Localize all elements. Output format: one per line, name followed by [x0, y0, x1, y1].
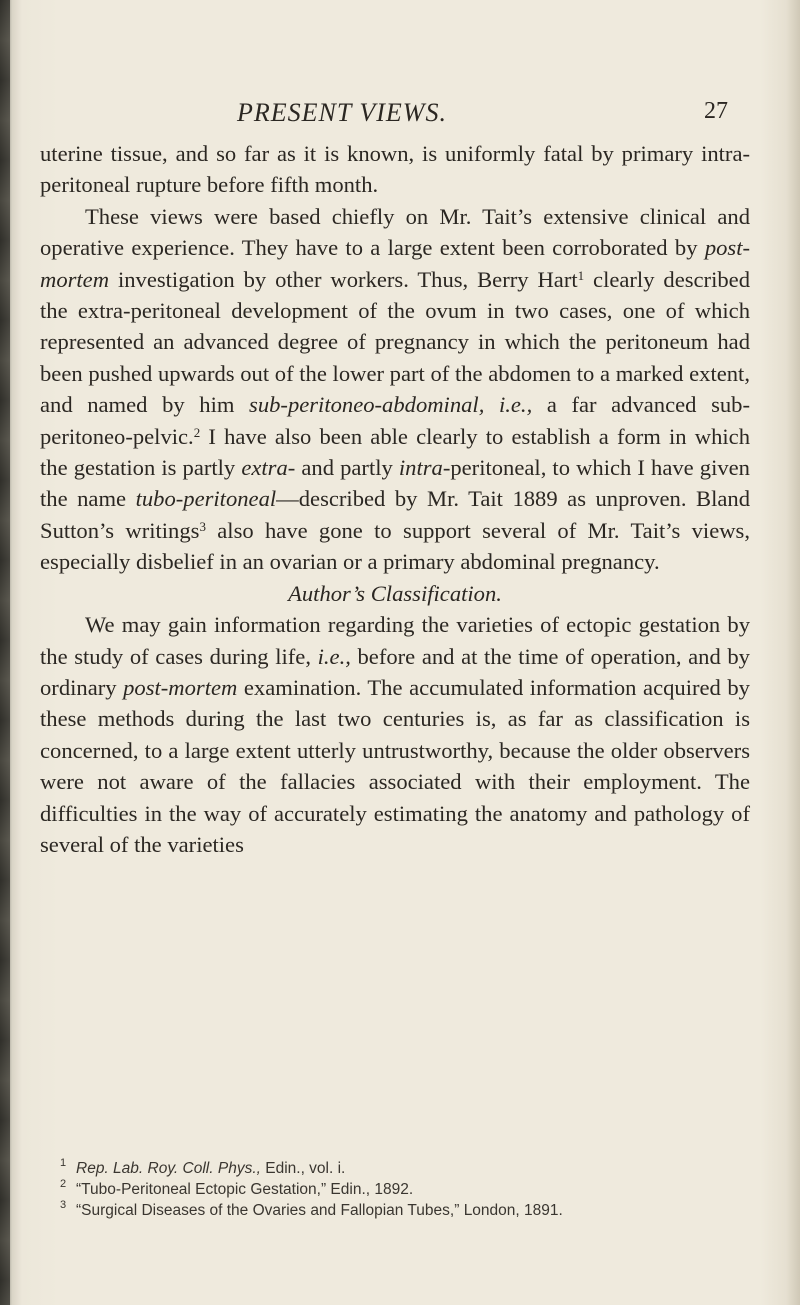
footnote-text: “Tubo-Peritoneal Ectopic Gestation,” Edin., 1892.: [76, 1181, 414, 1198]
italic-run: extra-: [241, 455, 296, 481]
text-run: These views were based chiefly on Mr. Tait’s extensive clinical and operative experience. They have to a large extent been corroborated by: [40, 203, 750, 261]
paragraph: [40, 609, 750, 860]
footnote-ref: 3: [199, 518, 206, 534]
text-run: a far advanced sub-peritoneo-pelvic.: [40, 392, 750, 449]
italic-run: i.e.,: [317, 643, 351, 669]
italic-run: post-mortem: [123, 674, 238, 700]
footnote-text: “Surgical Diseases of the Ovaries and Fallopian Tubes,” London, 1891.: [76, 1202, 563, 1219]
footnote: [60, 1200, 760, 1221]
text-run: peritoneal, to which I have given the name: [40, 455, 750, 512]
body-text: [40, 138, 750, 860]
text-run: I have also been able clearly to establish a form in which the gestation is partly: [40, 423, 750, 481]
italic-run: post-mortem: [40, 235, 750, 292]
footnote-text: Edin., vol. i.: [260, 1160, 346, 1177]
text-run: examination. The accumulated information acquired by these methods during the last two centuries is, as far as classification is concerned, to a large extent utterly untrustworthy, because the older observers were not aware of the fallacies associated with their employment. The difficulties in the way of accurately estimating the anatomy and pathology of several of the varieties: [40, 674, 750, 857]
footnote-mark: 1: [60, 1157, 67, 1169]
page-header: [0, 98, 800, 132]
text-run: and partly: [295, 455, 399, 481]
footnote-mark: 2: [60, 1178, 67, 1190]
footnote-mark: 3: [60, 1199, 67, 1211]
text-run: clearly described the extra-peritoneal development of the ovum in two cases, one of which represented an advanced degree of pregnancy in which the peritoneum had been pushed upwards out of the lower part of the abdomen to a marked extent, and named by him: [40, 266, 750, 418]
paragraph: [40, 201, 750, 578]
text-run: before and at the time of operation, and by ordinary: [40, 643, 750, 700]
footnote-italic: Rep. Lab. Roy. Coll. Phys.,: [76, 1160, 261, 1177]
text-run: investigation by other workers. Thus, Berry Hart: [109, 266, 578, 292]
footnotes: [60, 1158, 760, 1221]
page-number: 27: [704, 98, 728, 124]
italic-run: sub-peritoneo-abdominal, i.e.,: [249, 392, 533, 418]
paragraph: uterine tissue, and so far as it is known, is uniformly fatal by primary intra-peritoneal rupture before fifth month.: [40, 141, 750, 198]
section-heading: Author’s Classification.: [288, 580, 502, 606]
footnote-ref: 1: [577, 267, 585, 283]
italic-run: intra-: [398, 455, 451, 481]
footnote-ref: 2: [193, 424, 201, 440]
footnote: [60, 1158, 760, 1179]
binding-shadow: [0, 0, 10, 1305]
footnote: [60, 1179, 760, 1200]
text-run: —described by Mr. Tait 1889 as unproven. Bland Sutton’s writings: [40, 486, 750, 543]
italic-run: tubo-peritoneal: [135, 486, 277, 512]
text-run: We may gain information regarding the varieties of ectopic gestation by the study of cases during life,: [40, 612, 750, 669]
text-run: also have gone to support several of Mr. Tait’s views, especially disbelief in an ovarian or a primary abdominal pregnancy.: [40, 517, 750, 575]
running-title: PRESENT VIEWS.: [237, 98, 447, 127]
